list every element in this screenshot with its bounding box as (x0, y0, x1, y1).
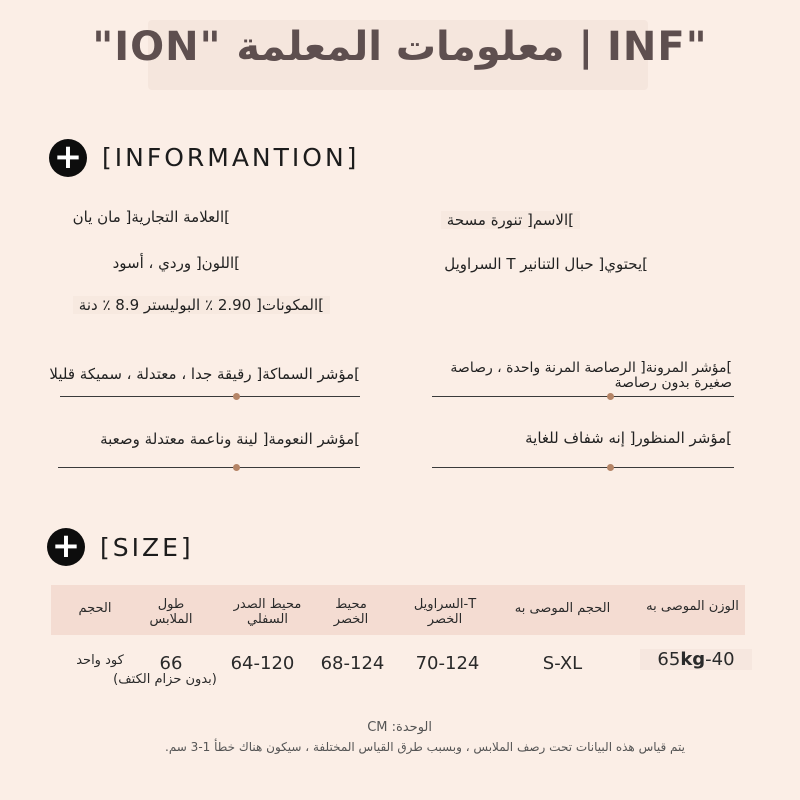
elasticity-scale-line (432, 396, 734, 397)
cell-volume (60, 653, 140, 668)
thickness-marker (233, 393, 240, 400)
col-volume: الحجم (78, 601, 112, 616)
cell-waist-t: 70-124 (415, 653, 480, 674)
cell-weight: 65kg-40 (640, 649, 752, 670)
page-title: "ION" معلومات المعلمة | INF" (92, 24, 708, 70)
col-waist-t: T-السراويل الخصر (413, 597, 477, 627)
softness-marker (233, 464, 240, 471)
plus-icon: + (49, 139, 87, 177)
softness-index: ]مؤشر النعومة[ لينة وناعمة معتدلة وصعبة (100, 430, 360, 448)
elasticity-marker (607, 393, 614, 400)
col-hem: محيط الصدر السفلي (233, 597, 302, 627)
info-composition: ]المكونات[ 2.90 ٪ البوليستر 8.9 ٪ دنة (73, 296, 330, 314)
info-brand: ]العلامة التجارية[ مان يان (72, 208, 230, 226)
measurement-note: يتم قياس هذه البيانات تحت رصف الملابس ، وبسبب طرق القياس المختلفة ، سيكون هناك خطأ 1-3 سم. (165, 740, 685, 754)
col-weight: الوزن الموصى به (646, 599, 739, 614)
elasticity-index: ]مؤشر المرونة[ الرصاصة المرنة واحدة ، رصاصة صغيرة بدون رصاصة (450, 360, 732, 391)
col-waist: محيط الخصر (333, 597, 369, 627)
info-section-title: [INFORMANTION] (102, 143, 360, 172)
perspective-scale-line (432, 467, 734, 468)
info-name: ]الاسم[ تنورة مسحة (441, 211, 580, 229)
col-length: طول الملابس (149, 597, 193, 627)
cell-volume-line2: (بدون حزام الكتف) (113, 672, 217, 687)
cell-size: S-XL (542, 653, 583, 674)
plus-icon: + (47, 528, 85, 566)
cell-waist: 68-124 (320, 653, 385, 674)
thickness-scale-line (60, 396, 360, 397)
cell-hem: 64-120 (230, 653, 295, 674)
size-section-title: [SIZE] (100, 533, 194, 562)
perspective-marker (607, 464, 614, 471)
col-size: الحجم الموصى به (514, 601, 611, 616)
thickness-index: ]مؤشر السماكة[ رقيقة جدا ، معتدلة ، سميكة قليلا (49, 365, 360, 383)
info-color: ]اللون[ وردي ، أسود (112, 254, 240, 272)
cell-volume-line1: كود واحد (76, 653, 124, 668)
perspective-index: ]مؤشر المنظور[ إنه شفاف للغاية (525, 429, 732, 447)
info-contains: ]يحتوي[ حبال التنانير T السراويل (444, 255, 648, 273)
unit-label: الوحدة: CM (367, 720, 432, 735)
softness-scale-line (58, 467, 360, 468)
cell-length: 66 (159, 653, 183, 674)
